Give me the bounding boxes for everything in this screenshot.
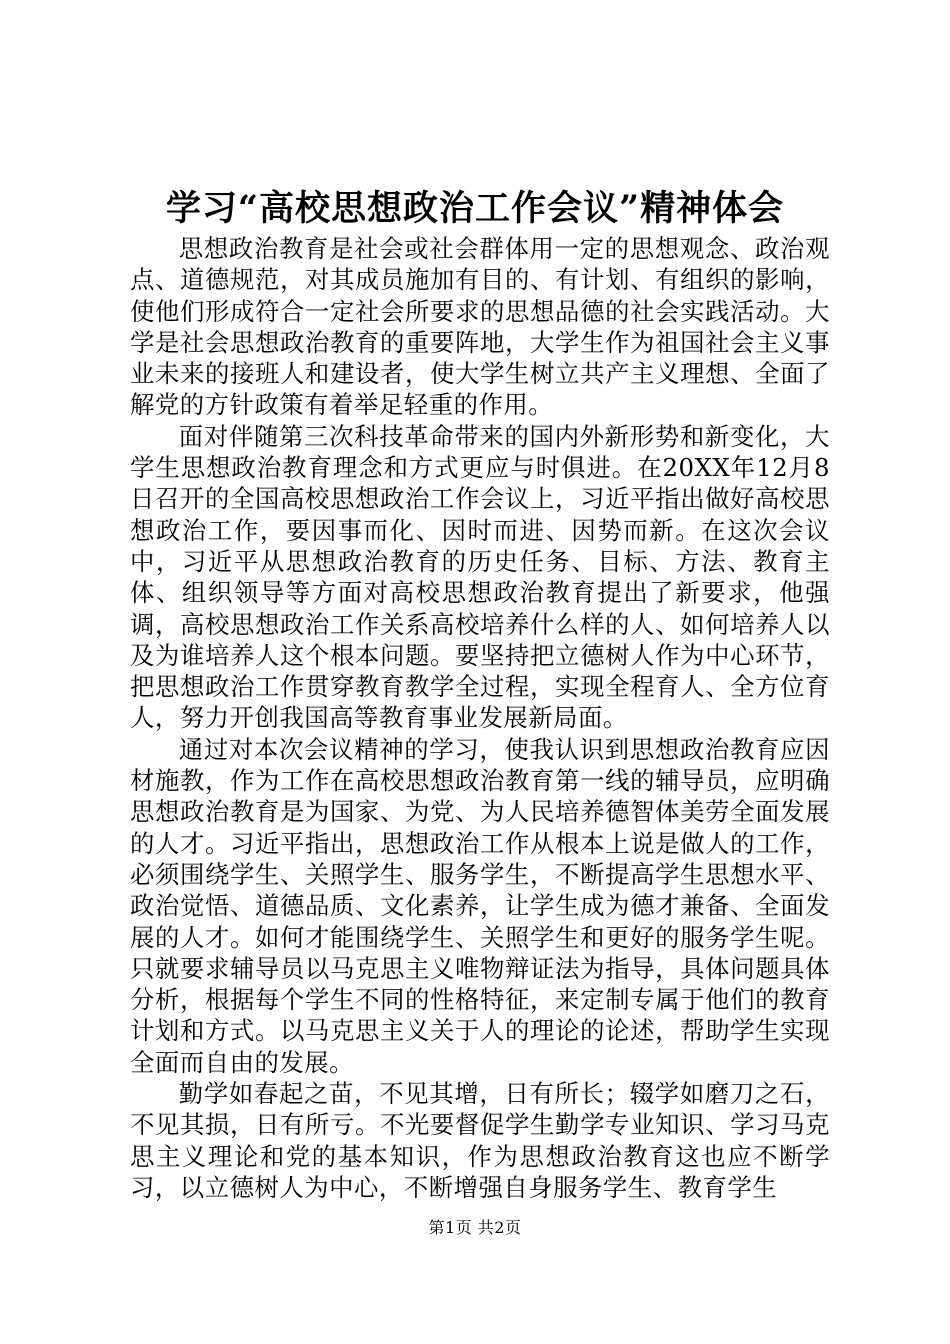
document-title: 学习“高校思想政治工作会议”精神体会 [165,188,785,229]
page-footer: 第1页 共2页 [428,1218,522,1237]
paragraph-1: 思想政治教育是社会或社会群体用一定的思想观念、政治观点、道德规范，对其成员施加有目的、有计划、有组织的影响，使他们形成符合一定社会所要求的思想品德的社会实践活动。大学是社会思想政治教育的重要阵地，大学生作为祖国社会主义事业未来的接班人和建设者，使大学生树立共产主义理想、全面了解党的方针政策有着举足轻重的作用。 [130,234,830,420]
paragraph-3: 通过对本次会议精神的学习，使我认识到思想政治教育应因材施教，作为工作在高校思想政治教育第一线的辅导员，应明确思想政治教育是为国家、为党、为人民培养德智体美劳全面发展的人才。习近平指出，思想政治工作从根本上说是做人的工作，必须围绕学生、关照学生、服务学生，不断提高学生思想水平、政治觉悟、道德品质、文化素养，让学生成为德才兼备、全面发展的人才。如何才能围绕学生、关照学生和更好的服务学生呢。只就要求辅导员以马克思主义唯物辩证法为指导，具体问题具体分析，根据每个学生不同的性格特征，来定制专属于他们的教育计划和方式。以马克思主义关于人的理论的论述，帮助学生实现全面而自由的发展。 [130,734,830,1077]
document-body [130,233,830,1203]
paragraph-4: 勤学如春起之苗，不见其增，日有所长；辍学如磨刀之石，不见其损，日有所亏。不光要督促学生勤学专业知识、学习马克思主义理论和党的基本知识，作为思想政治教育这也应不断学习，以立德树人为中心，不断增强自身服务学生、教育学生 [130,1079,830,1202]
paragraph-2: 面对伴随第三次科技革命带来的国内外新形势和新变化，大学生思想政治教育理念和方式更应与时俱进。在20XX年12月8日召开的全国高校思想政治工作会议上，习近平指出做好高校思想政治工作，要因事而化、因时而进、因势而新。在这次会议中，习近平从思想政治教育的历史任务、目标、方法、教育主体、组织领导等方面对高校思想政治教育提出了新要求，他强调，高校思想政治工作关系高校培养什么样的人、如何培养人以及为谁培养人这个根本问题。要坚持把立德树人作为中心环节，把思想政治工作贯穿教育教学全过程，实现全程育人、全方位育人，努力开创我国高等教育事业发展新局面。 [130,421,830,733]
